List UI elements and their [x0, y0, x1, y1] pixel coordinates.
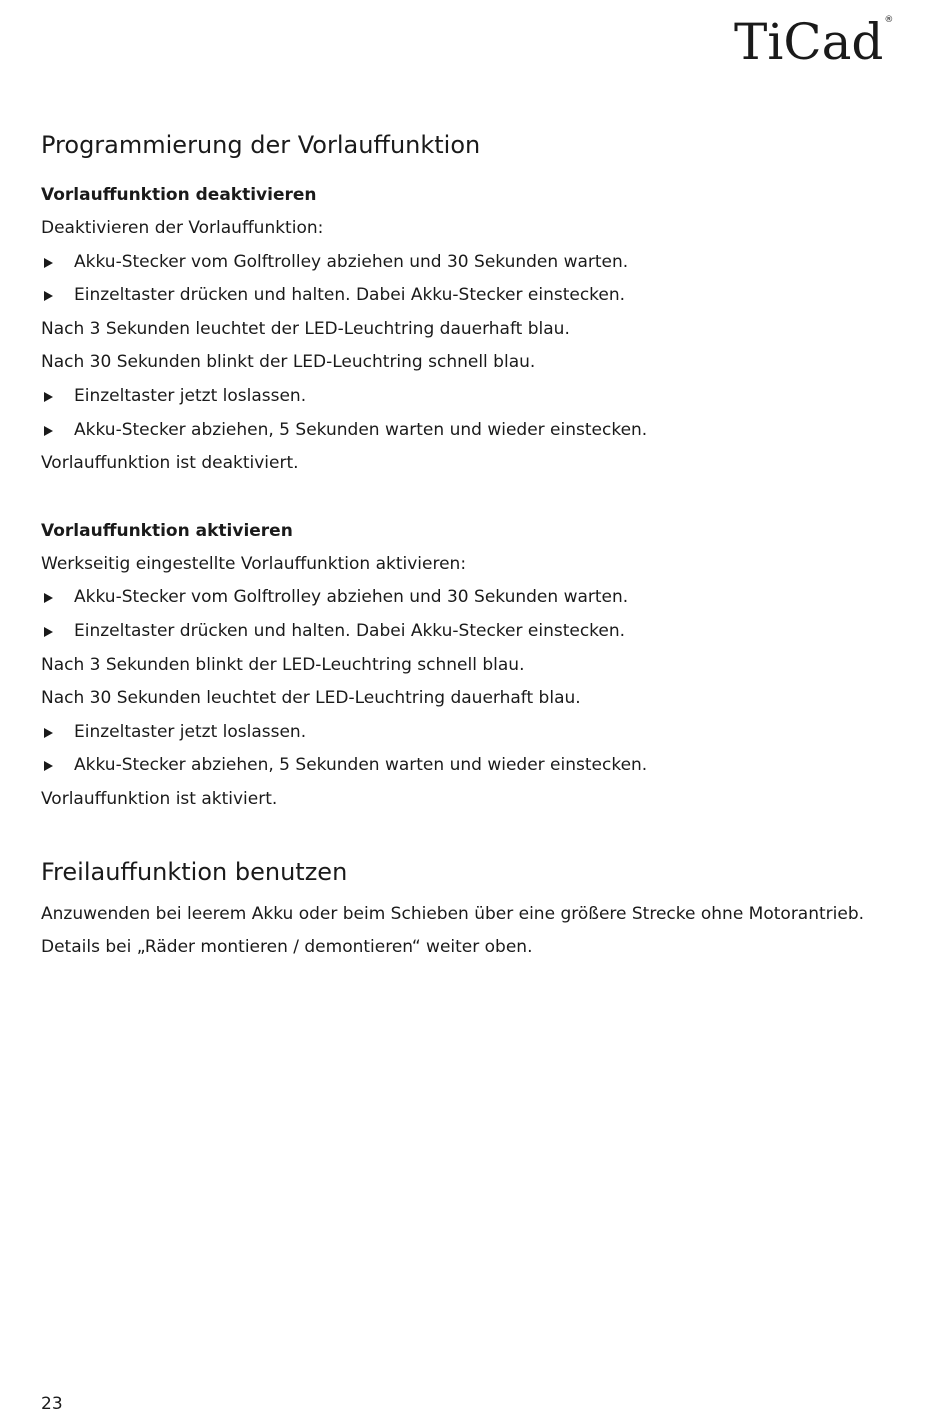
- page-content: [41, 126, 871, 969]
- bullet-arrow-icon: [44, 728, 53, 738]
- subheading-deactivate: Vorlauffunktion deaktivieren: [41, 185, 317, 205]
- step-text: Akku-Stecker vom Golftrolley abziehen und 30 Sekunden warten.: [74, 251, 629, 272]
- activate-step-4: [41, 749, 871, 783]
- activate-result: Vorlauffunktion ist aktiviert.: [41, 788, 278, 809]
- step-text: Akku-Stecker abziehen, 5 Sekunden warten und wieder einstecken.: [74, 419, 648, 440]
- deactivate-info-1: Nach 3 Sekunden leuchtet der LED-Leuchtring dauerhaft blau.: [41, 318, 570, 339]
- deactivate-info-2: Nach 30 Sekunden blinkt der LED-Leuchtring schnell blau.: [41, 352, 536, 373]
- brand-logo: [734, 12, 894, 72]
- activate-info-1: Nach 3 Sekunden blinkt der LED-Leuchtring schnell blau.: [41, 654, 525, 675]
- registered-mark: ®: [884, 15, 894, 25]
- subheading-activate: Vorlauffunktion aktivieren: [41, 520, 293, 541]
- activate-step-2: [41, 615, 871, 649]
- section-title-vorlauf: Programmierung der Vorlauffunktion: [41, 131, 481, 159]
- page-number: 23: [41, 1394, 63, 1414]
- bullet-arrow-icon: [44, 627, 53, 637]
- deactivate-intro: Deaktivieren der Vorlauffunktion:: [41, 218, 324, 238]
- deactivate-step-4: [41, 414, 871, 448]
- bullet-arrow-icon: [44, 593, 53, 603]
- step-text: Einzeltaster drücken und halten. Dabei Akku-Stecker einstecken.: [74, 620, 626, 641]
- bullet-arrow-icon: [44, 291, 53, 301]
- step-text: Akku-Stecker vom Golftrolley abziehen und 30 Sekunden warten.: [74, 587, 629, 608]
- bullet-arrow-icon: [44, 392, 53, 402]
- activate-info-2: Nach 30 Sekunden leuchtet der LED-Leuchtring dauerhaft blau.: [41, 688, 581, 709]
- activate-intro: Werkseitig eingestellte Vorlauffunktion aktivieren:: [41, 553, 467, 574]
- deactivate-step-1: [41, 246, 871, 280]
- bullet-arrow-icon: [44, 761, 53, 771]
- freilauf-paragraph-2: Details bei „Räder montieren / demontieren“ weiter oben.: [41, 936, 533, 957]
- step-text: Einzeltaster jetzt loslassen.: [74, 385, 307, 406]
- activate-step-1: [41, 581, 871, 615]
- section-title-freilauf: Freilauffunktion benutzen: [41, 857, 348, 886]
- activate-step-3: [41, 716, 871, 750]
- step-text: Akku-Stecker abziehen, 5 Sekunden warten und wieder einstecken.: [74, 755, 648, 776]
- spacer: [41, 481, 871, 514]
- deactivate-result: Vorlauffunktion ist deaktiviert.: [41, 453, 299, 474]
- deactivate-step-3: [41, 380, 871, 414]
- step-text: Einzeltaster drücken und halten. Dabei Akku-Stecker einstecken.: [74, 285, 626, 306]
- logo-text: TiCad: [734, 13, 884, 71]
- freilauf-paragraph-1: Anzuwenden bei leerem Akku oder beim Schieben über eine größere Strecke ohne Motorantrieb.: [41, 903, 865, 924]
- bullet-arrow-icon: [44, 258, 53, 268]
- bullet-arrow-icon: [44, 426, 53, 436]
- deactivate-step-2: [41, 279, 871, 313]
- step-text: Einzeltaster jetzt loslassen.: [74, 721, 307, 742]
